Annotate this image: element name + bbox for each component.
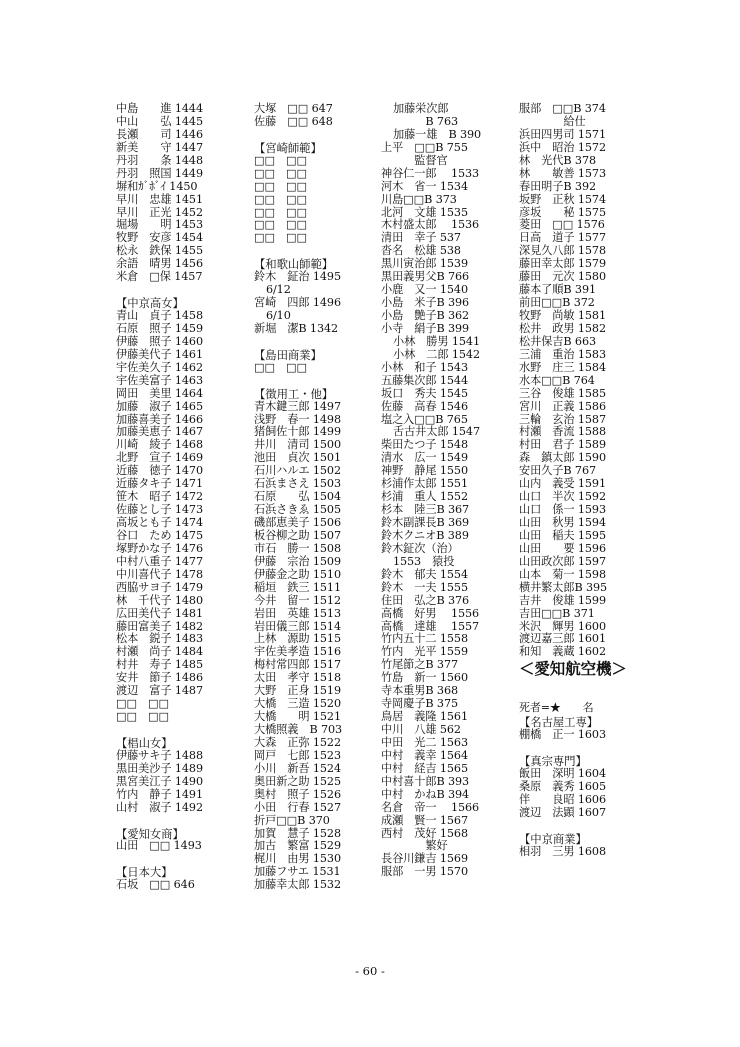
entry-line: 山田 要 1596 [519, 541, 606, 555]
entry-line: 早川 忠雄 1451 [116, 192, 203, 206]
entry-line: 中川 八雄 562 [381, 723, 461, 736]
entry-line: 菱田 □□ 1576 [519, 218, 605, 232]
entry-line: 佐藤 □□ 648 [254, 114, 333, 128]
entry-line: 浜田四男司 1571 [519, 127, 606, 141]
page-number: - 60 - [355, 964, 385, 978]
entry-line: 小鹿 又一 1540 [381, 283, 468, 297]
roster-column-4 [519, 103, 649, 859]
entry-line: 高橋 達雄 1557 [381, 619, 480, 633]
entry-line: 松井保吉B 663 [519, 334, 596, 348]
entry-line: 藤本了順B 391 [519, 283, 596, 297]
entry-line: 柴田たつ子 1548 [381, 438, 468, 452]
entry-line: 鈴木クニオB 389 [381, 528, 469, 542]
entry-line: 石川ハルエ 1502 [254, 464, 341, 478]
entry-line: 小島 米子B 396 [381, 296, 470, 310]
entry-line: 石坂 □□ 646 [116, 878, 195, 892]
entry-line: 加藤 淑子 1465 [116, 399, 203, 413]
entry-line: 松井 政男 1582 [519, 321, 606, 335]
entry-line: 寺本重男B 368 [381, 684, 458, 698]
entry-line: □□ □□ [254, 179, 307, 193]
entry-line: 横井繁太郎B 395 [519, 580, 608, 594]
entry-line: 梅村常四郎 1517 [254, 658, 341, 672]
entry-line: 長瀬 司 1446 [116, 127, 203, 141]
entry-line: 飯田 深明 1604 [519, 767, 606, 781]
entry-line: 塀和ｶﾞﾎﾞｲ 1450 [116, 179, 198, 193]
entry-line: 寺岡慶子B 375 [381, 697, 458, 711]
entry-line: 大森 正弥 1522 [254, 735, 341, 749]
entry-line: 杉本 陸三B 367 [381, 503, 470, 517]
entry-line: 河木 省一 1534 [381, 179, 468, 193]
entry-line: 水本□□B 764 [519, 373, 595, 387]
legend-line: 死者=★ 名 [519, 701, 594, 715]
entry-line: 黒田美沙子 1489 [116, 761, 203, 775]
entry-line: 黒宮美江子 1490 [116, 774, 203, 788]
entry-line: 太田 孝守 1518 [254, 671, 341, 685]
entry-line: 笹木 昭子 1472 [116, 490, 203, 504]
entry-line: 大橋 明 1521 [254, 710, 341, 724]
entry-line: 北河 文雄 1535 [381, 205, 468, 219]
entry-line: 市石 勝一 1508 [254, 541, 341, 555]
entry-line: 桑原 義秀 1605 [519, 780, 606, 793]
entry-line: 中村 義幸 1564 [381, 748, 468, 762]
entry-line: 奥村 照子 1526 [254, 787, 341, 801]
roster-column-2 [254, 103, 384, 892]
entry-line: 坂口 秀夫 1545 [381, 386, 468, 400]
entry-line: 神谷仁一郎 1533 [381, 166, 480, 180]
blank-line [254, 336, 384, 349]
entry-line: 安井 節子 1486 [116, 671, 203, 685]
entry-line: 牧野 尚敏 1581 [519, 309, 606, 322]
entry-line: □□ □□ [254, 205, 307, 219]
entry-line: 猪飼佐十郎 1499 [254, 425, 341, 439]
entry-line: 新美 守 1447 [116, 140, 203, 154]
entry-line: 岩田 英雄 1513 [254, 606, 341, 620]
entry-line: 浜中 昭治 1572 [519, 140, 606, 154]
entry-line: 加藤喜美子 1466 [116, 412, 203, 426]
entry-line: 佐藤 高春 1546 [381, 399, 468, 413]
entry-line: 鈴木鉦次（治） [381, 541, 459, 555]
entry-line: 山内 義受 1591 [519, 477, 606, 491]
entry-line: 北野 宣子 1469 [116, 451, 203, 465]
entry-line: 高橋 好男 1556 [381, 606, 480, 620]
entry-line: 村瀬 尚子 1484 [116, 645, 203, 659]
entry-line: 早川 正光 1452 [116, 205, 203, 219]
entry-line: 鈴木 鉦治 1495 [254, 270, 341, 284]
entry-line: 余語 晴男 1456 [116, 257, 203, 271]
entry-line: 伊藤 照子 1460 [116, 334, 203, 348]
entry-line: 神野 静尾 1550 [381, 464, 468, 478]
entry-line: 鈴木 一夫 1555 [381, 580, 468, 594]
entry-line: 米沢 輝男 1600 [519, 619, 606, 633]
entry-line: 広田美代子 1481 [116, 606, 203, 620]
entry-line: 舌古井太郎 1547 [393, 425, 480, 439]
section-heading: 【椙山女】 [116, 735, 173, 750]
entry-line: □□ □□ [254, 192, 307, 206]
entry-line: 岩田儀三郎 1514 [254, 619, 341, 633]
entry-line: 6/10 [266, 309, 291, 322]
entry-line: 丹羽 条 1448 [116, 153, 203, 167]
entry-line: 清田 幸子 537 [381, 231, 461, 245]
entry-line: 村田 君子 1589 [519, 438, 606, 452]
entry-line: 大橋照義 B 703 [254, 723, 343, 736]
entry-line: 石原 照子 1459 [116, 321, 203, 335]
entry-line: 長谷川鎌吉 1569 [381, 852, 468, 866]
section-heading: 【日本大】 [116, 865, 173, 880]
entry-line: 吉田□□B 371 [519, 606, 595, 620]
entry-line: 中村 かねB 394 [381, 787, 470, 801]
entry-line: 小川 新吾 1524 [254, 761, 341, 775]
entry-line: 名倉 帝一 1566 [381, 800, 480, 814]
entry-line: 春田明子B 392 [519, 179, 596, 193]
entry-line: 中山 弘 1445 [116, 114, 203, 128]
blank-line [519, 820, 649, 833]
entry-line: 宇佐美孝造 1516 [254, 645, 341, 659]
entry-line: 西脇サヨ子 1479 [116, 580, 203, 594]
entry-line: 渡辺 法顕 1607 [519, 805, 606, 819]
entry-line: 松永 鉄保 1455 [116, 244, 203, 258]
entry-line: 竹島 新一 1560 [381, 671, 468, 685]
entry-line: 鳥居 義隆 1561 [381, 710, 468, 724]
entry-line: 清水 広一 1549 [381, 451, 468, 465]
entry-line: 谷口 ため 1475 [116, 528, 203, 542]
entry-line: 成瀬 賢一 1567 [381, 813, 468, 827]
entry-line: 奥田新之助 1525 [254, 774, 341, 788]
entry-line: 堀場 明 1453 [116, 218, 203, 232]
entry-line: □□ □□ [254, 218, 307, 232]
entry-line: 黒川寅治郎 1539 [381, 257, 468, 271]
entry-line: 塚野かな子 1476 [116, 541, 203, 555]
entry-line: 竹尾節之B 377 [381, 658, 458, 672]
entry-line: 川崎 綾子 1468 [116, 438, 203, 452]
entry-line: 梶川 由男 1530 [254, 852, 341, 866]
entry-line: 黒田義男父B 766 [381, 270, 470, 284]
entry-line: 林 光代B 378 [519, 153, 596, 167]
entry-line: 服部 □□B 374 [519, 102, 606, 115]
entry-line: 山村 淑子 1492 [116, 800, 203, 814]
blank-line [116, 724, 246, 737]
entry-line: 前田□□B 372 [519, 296, 595, 310]
entry-line: 新堀 潔B 1342 [254, 321, 338, 335]
entry-line: 山田政次郎 1597 [519, 554, 606, 568]
entry-line: 三輪 玄治 1587 [519, 412, 606, 426]
entry-line: 6/12 [266, 283, 291, 297]
entry-line: 住田 弘之B 376 [381, 593, 470, 607]
entry-line: 浅野 春一 1498 [254, 412, 341, 426]
entry-line: 石原 弘 1504 [254, 490, 341, 504]
entry-line: 深見久八郎 1578 [519, 244, 606, 258]
entry-line: 山本 菊一 1598 [519, 567, 606, 581]
section-heading: 【真宗専門】 [519, 754, 587, 769]
entry-line: 板谷柳之助 1507 [254, 528, 341, 542]
entry-line: 竹内 静子 1491 [116, 787, 203, 801]
company-heading: ＜愛知航空機＞ [519, 660, 627, 679]
entry-line: 岡戸 七郎 1523 [254, 748, 341, 762]
entry-line: 伊藤美代子 1461 [116, 347, 203, 361]
entry-line: 池田 貞次 1501 [254, 451, 341, 465]
entry-line: 林 敏善 1573 [519, 166, 606, 180]
entry-line: 近藤タキ子 1471 [116, 477, 203, 491]
entry-line: 竹内 光平 1559 [381, 645, 468, 659]
entry-line: 大塚 □□ 647 [254, 102, 333, 115]
entry-line: 杉浦 重人 1552 [381, 490, 468, 504]
entry-line: 棚橋 正一 1603 [519, 728, 606, 742]
entry-line: 山田 秋男 1594 [519, 516, 606, 529]
entry-line: 給仕 [519, 114, 586, 128]
entry-line: 石浜まさえ 1503 [254, 477, 341, 491]
entry-line: 丹羽 照国 1449 [116, 166, 203, 180]
entry-line: 村瀬 香流 1588 [519, 425, 606, 439]
roster-column-1 [116, 103, 246, 892]
entry-line: □□ □□ [254, 231, 307, 245]
entry-line: 山田 □□ 1493 [116, 839, 202, 853]
entry-line: 小寺 絹子B 399 [381, 321, 470, 335]
section-heading: 【徴用工・他】 [254, 386, 334, 401]
section-heading: 【島田商業】 [254, 347, 322, 362]
entry-line: 塩之入□□B 765 [381, 412, 468, 426]
entry-line: 加藤美恵子 1467 [116, 425, 203, 439]
entry-line: 中川喜代子 1478 [116, 567, 203, 581]
entry-line: □□ □□ [254, 166, 307, 180]
entry-line: 山口 係一 1593 [519, 503, 606, 517]
entry-line: 宮川 正義 1586 [519, 399, 606, 413]
entry-line: 伊藤サキ子 1488 [116, 748, 203, 762]
entry-line: 加古 繁富 1529 [254, 839, 341, 853]
entry-line: 森 鎮太郎 1590 [519, 451, 606, 465]
entry-line: □□ □□ [116, 710, 169, 724]
entry-line: 中田 光二 1563 [381, 735, 468, 749]
entry-line: 今井 留一 1512 [254, 593, 341, 607]
entry-line: 上林 源助 1515 [254, 632, 341, 646]
roster-column-3 [381, 103, 511, 879]
entry-line: 青山 貞子 1458 [116, 309, 203, 322]
entry-line: 岡田 美里 1464 [116, 386, 203, 400]
entry-line: 竹内五十二 1558 [381, 632, 468, 646]
section-heading: 【中京高女】 [116, 296, 184, 311]
blank-line [254, 129, 384, 142]
entry-line: □□ □□ [254, 153, 307, 167]
entry-line: 相羽 三男 1608 [519, 844, 606, 858]
entry-line: 彦坂 秘 1575 [519, 205, 606, 219]
entry-line: 杉浦作太郎 1551 [381, 477, 468, 491]
entry-line: 松本 鋭子 1483 [116, 632, 203, 646]
section-heading: 【名古屋工専】 [519, 715, 599, 730]
entry-line: 和知 義蔵 1602 [519, 645, 606, 659]
entry-line: 三谷 俊雄 1585 [519, 386, 606, 400]
entry-line: 安田久子B 767 [519, 464, 596, 478]
section-heading: 【愛知女商】 [116, 826, 184, 841]
entry-line: 西村 茂好 1568 [381, 826, 468, 840]
entry-line: 宇佐美久子 1462 [116, 360, 203, 374]
entry-line: 佐藤とし子 1473 [116, 503, 203, 517]
entry-line: 上平 □□B 755 [381, 140, 468, 154]
entry-line: 藤田富美子 1482 [116, 619, 203, 633]
section-heading: 【和歌山師範】 [254, 257, 334, 272]
entry-line: 折戸□□B 370 [254, 813, 330, 827]
entry-line: 伊藤金之助 1510 [254, 567, 341, 581]
entry-line: 加藤幸太郎 1532 [254, 878, 341, 892]
entry-line: □□ □□ [254, 360, 307, 374]
entry-line: 井川 清司 1500 [254, 438, 341, 452]
section-heading: 【中京商業】 [519, 831, 587, 846]
entry-line: 五藤集次郎 1544 [381, 373, 468, 387]
entry-line: 日高 道子 1577 [519, 231, 606, 245]
entry-line: 吉井 俊雄 1599 [519, 593, 606, 607]
entry-line: 伊藤 宗治 1509 [254, 554, 341, 568]
entry-line: 小田 行春 1527 [254, 800, 341, 814]
entry-line: 加藤栄次郎 [393, 102, 449, 115]
entry-line: 沓名 松雄 538 [381, 244, 461, 258]
entry-line: 鈴木副課長B 369 [381, 516, 470, 529]
entry-line: 繁好 [381, 839, 448, 853]
entry-line: 中村喜十郎B 393 [381, 774, 470, 788]
entry-line: 村井 寿子 1485 [116, 658, 203, 672]
entry-line: 加藤一雄 B 390 [393, 127, 482, 141]
entry-line: 大橋 三造 1520 [254, 697, 341, 711]
entry-line: □□ □□ [116, 697, 169, 711]
entry-line: 小林 和子 1543 [381, 360, 468, 374]
entry-line: 木村盛太郎 1536 [381, 218, 480, 232]
entry-line: 中村八重子 1477 [116, 554, 203, 568]
entry-line: 渡辺嘉三郎 1601 [519, 632, 606, 646]
entry-line: 大野 正身 1519 [254, 684, 341, 698]
blank-line [254, 375, 384, 388]
entry-line: 磯部恵美子 1506 [254, 516, 341, 529]
entry-line: 服部 一男 1570 [381, 865, 468, 879]
entry-line: 中村 経吉 1565 [381, 761, 468, 775]
entry-line: 川島□□B 373 [381, 192, 457, 206]
entry-line: 藤田幸太郎 1579 [519, 257, 606, 271]
entry-line: 山口 半次 1592 [519, 490, 606, 504]
entry-line: B 763 [381, 114, 458, 128]
entry-line: 小島 艶子B 362 [381, 309, 470, 322]
entry-line: 加賀 慧子 1528 [254, 826, 341, 840]
entry-line: 水野 庄三 1584 [519, 360, 606, 374]
entry-line: 小林 二郎 1542 [393, 347, 480, 361]
entry-line: 伴 良昭 1606 [519, 792, 606, 806]
entry-line: 藤田 元次 1580 [519, 270, 606, 284]
entry-line: 高坂とも子 1474 [116, 516, 203, 529]
entry-line: 林 千代子 1480 [116, 593, 203, 607]
blank-line [116, 815, 246, 828]
entry-line: 山田 稲夫 1595 [519, 528, 606, 542]
entry-line: 渡辺 富子 1487 [116, 684, 203, 698]
entry-line: 1553 猿投 [393, 554, 455, 568]
entry-line: 稲垣 鉄三 1511 [254, 580, 341, 594]
entry-line: 中島 進 1444 [116, 102, 203, 115]
entry-line: 近藤 徳子 1470 [116, 464, 203, 478]
entry-line: 宇佐美富子 1463 [116, 373, 203, 387]
entry-line: 小林 勝男 1541 [393, 334, 480, 348]
entry-line: 牧野 安彦 1454 [116, 231, 203, 245]
entry-line: 監督官 [381, 153, 448, 167]
entry-line: 宮崎 四郎 1496 [254, 296, 341, 310]
entry-line: 加藤フサエ 1531 [254, 865, 341, 879]
entry-line: 米倉 □保 1457 [116, 270, 203, 284]
section-heading: 【宮崎師範】 [254, 140, 322, 155]
entry-line: 石浜さきゑ 1505 [254, 503, 341, 517]
entry-line: 青木鍵三郎 1497 [254, 399, 341, 413]
entry-line: 坂野 正秋 1574 [519, 192, 606, 206]
entry-line: 鈴木 郁夫 1554 [381, 567, 468, 581]
entry-line: 三浦 重治 1583 [519, 347, 606, 361]
